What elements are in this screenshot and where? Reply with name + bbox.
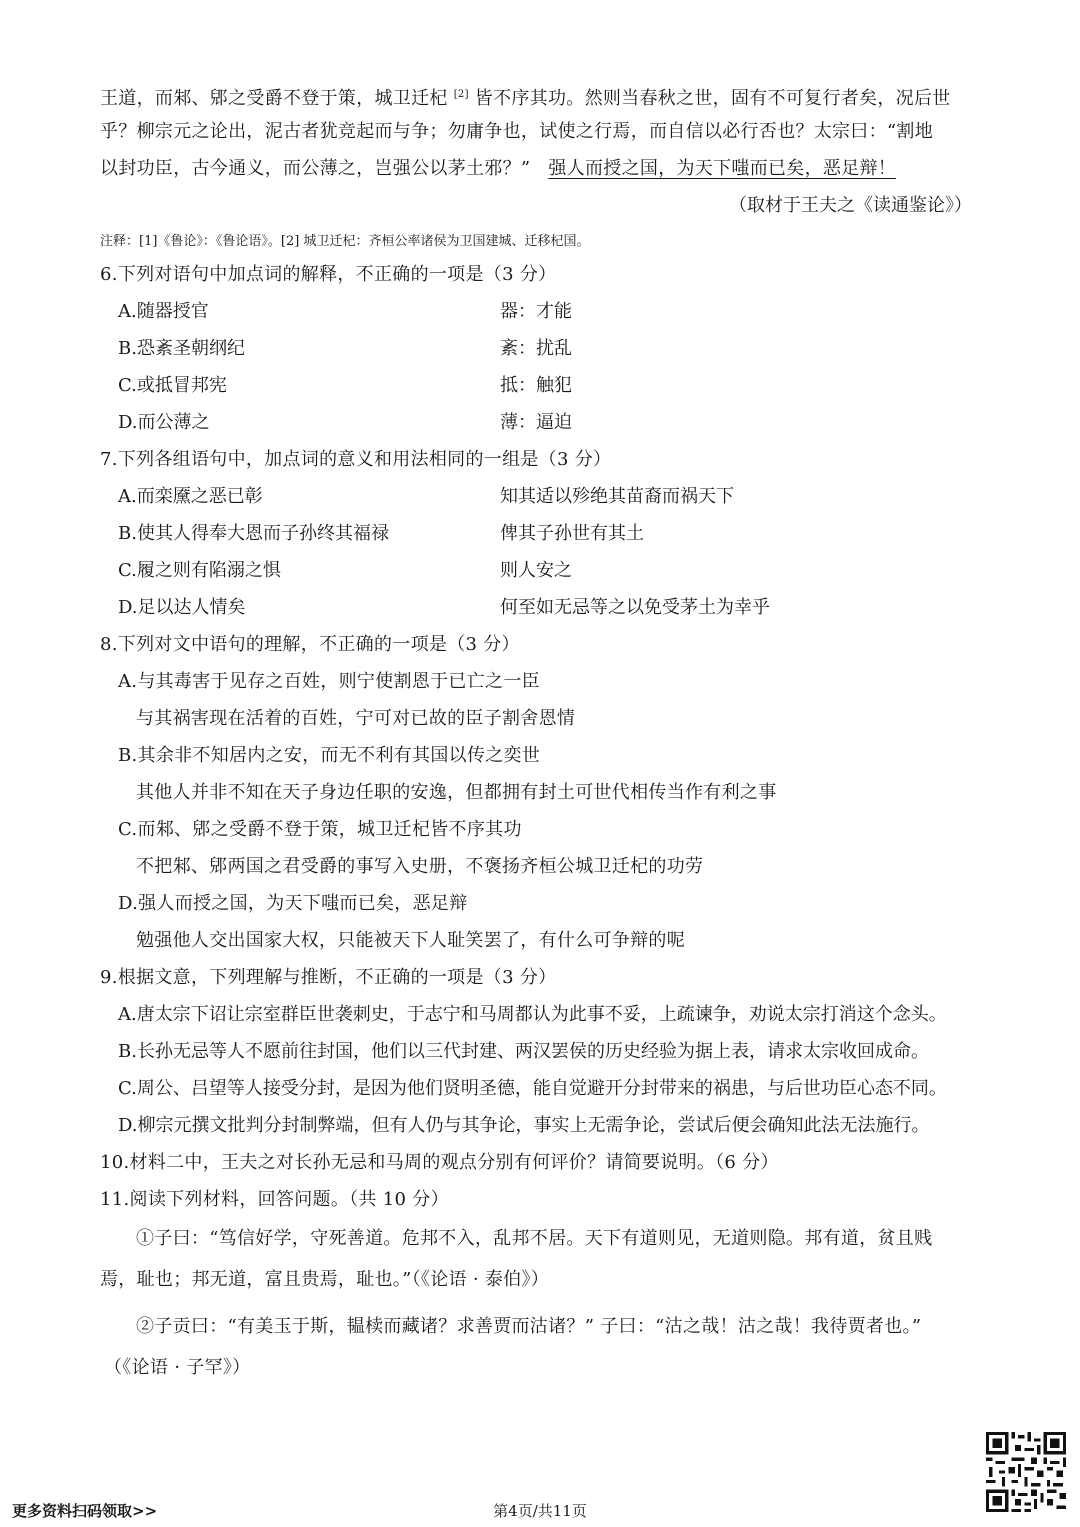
- footnote: 注释：[1]《鲁论》：《鲁论语》。[2] 城卫迁杞：齐桓公率诸侯为卫国建城、迁移杞国。: [100, 234, 590, 249]
- passage-line-3: [100, 157, 896, 181]
- q9-stem: 9.根据文意，下列理解与推断，不正确的一项是（3 分）: [100, 967, 557, 988]
- q11-material-2-line-1: ②子贡曰：“有美玉于斯，韫椟而藏诸？求善贾而沽诸？” 子曰：“沽之哉！沽之哉！我待贾者也。”: [136, 1316, 922, 1337]
- q7-option-b: B.使其人得奉大恩而子孙终其福禄: [118, 523, 389, 544]
- q10-stem: 10.材料二中，王夫之对长孙无忌和马周的观点分别有何评价？请简要说明。（6 分）: [100, 1152, 779, 1173]
- passage-line-1: [100, 83, 951, 111]
- q9-option-c: C.周公、吕望等人接受分封，是因为他们贤明圣德，能自觉避开分封带来的祸患，与后世功臣心态不同。: [118, 1078, 947, 1099]
- q6-option-c: C.或抵冒邦宪: [118, 375, 227, 396]
- q7-option-b-right: 俾其子孙世有其土: [500, 523, 644, 544]
- q7-option-a: A.而栾黡之恶已彰: [118, 486, 263, 507]
- q8-option-d-explain: 勉强他人交出国家大权，只能被天下人耻笑罢了，有什么可争辩的呢: [136, 930, 685, 951]
- q11-stem: 11.阅读下列材料，回答问题。（共 10 分）: [100, 1189, 449, 1210]
- page-number: 第4页/共11页: [493, 1502, 587, 1520]
- q7-stem: 7.下列各组语句中，加点词的意义和用法相同的一组是（3 分）: [100, 449, 612, 470]
- passage-line-2: 乎？柳宗元之论出，泥古者犹竞起而与争；勿庸争也，试使之行焉，而自信以必行否也？太宗曰：“割地: [100, 121, 933, 142]
- q8-option-a-explain: 与其祸害现在活着的百姓，宁可对已故的臣子割舍恩情: [136, 708, 576, 729]
- q6-option-d-explain: 薄：逼迫: [500, 412, 572, 433]
- q8-option-b: B.其余非不知居内之安，而无不利有其国以传之奕世: [118, 745, 541, 766]
- footnote-ref: [2]: [453, 89, 469, 100]
- q7-option-d-right: 何至如无忌等之以免受茅土为幸乎: [500, 597, 770, 618]
- passage-line-1a: 王道，而邾、郳之受爵不登于策，城卫迁杞: [100, 88, 448, 109]
- q6-option-d: D.而公薄之: [118, 412, 210, 433]
- q8-option-c-explain: 不把邾、郳两国之君受爵的事写入史册，不褒扬齐桓公城卫迁杞的功劳: [136, 856, 704, 877]
- q6-option-a: A.随器授官: [118, 301, 209, 322]
- q8-option-d: D.强人而授之国，为天下嗤而已矣，恶足辩: [118, 893, 468, 914]
- q6-stem: 6.下列对语句中加点词的解释，不正确的一项是（3 分）: [100, 264, 557, 285]
- q11-material-1-line-1: ①子曰：“笃信好学，守死善道。危邦不入，乱邦不居。天下有道则见，无道则隐。邦有道，贫且贱: [136, 1228, 933, 1249]
- q6-option-c-explain: 抵：触犯: [500, 375, 572, 396]
- q8-option-a: A.与其毒害于见存之百姓，则宁使割恩于已亡之一臣: [118, 671, 540, 692]
- passage-line-1b: 皆不序其功。然则当春秋之世，固有不可复行者矣，况后世: [474, 88, 951, 109]
- q6-option-a-explain: 器：才能: [500, 301, 572, 322]
- q9-option-b: B.长孙无忌等人不愿前往封国，他们以三代封建、两汉罢侯的历史经验为据上表，请求太宗收回成命。: [118, 1041, 929, 1062]
- source-citation: （取材于王夫之《读通鉴论》）: [729, 195, 972, 216]
- q11-material-1-line-2: 焉，耻也；邦无道，富且贵焉，耻也。”（《论语 · 泰伯》）: [100, 1269, 550, 1290]
- q9-option-d: D.柳宗元撰文批判分封制弊端，但有人仍与其争论，事实上无需争论，尝试后便会确知此法无法施行。: [118, 1115, 930, 1136]
- q7-option-a-right: 知其适以殄绝其苗裔而祸天下: [500, 486, 734, 507]
- footer-scan-prompt[interactable]: 更多资料扫码领取>>: [12, 1502, 158, 1520]
- q8-stem: 8.下列对文中语句的理解，不正确的一项是（3 分）: [100, 634, 520, 655]
- q7-option-d: D.足以达人情矣: [118, 597, 246, 618]
- q6-option-b: B.恐紊圣朝纲纪: [118, 338, 245, 359]
- q7-option-c-right: 则人安之: [500, 560, 572, 581]
- underlined-sentence: 强人而授之国，为天下嗤而已矣，恶足辩！: [548, 158, 897, 179]
- q9-option-a: A.唐太宗下诏让宗室群臣世袭刺史，于志宁和马周都认为此事不妥，上疏谏争，劝说太宗打消这个念头。: [118, 1004, 947, 1025]
- q11-material-2-line-2: （《论语 · 子罕》）: [104, 1357, 251, 1378]
- q8-option-c: C.而邾、郳之受爵不登于策，城卫迁杞皆不序其功: [118, 819, 522, 840]
- q8-option-b-explain: 其他人并非不知在天子身边任职的安逸，但都拥有封土可世代相传当作有利之事: [136, 782, 777, 803]
- q7-option-c: C.履之则有陷溺之惧: [118, 560, 281, 581]
- passage-line-3a: 以封功臣，古今通义，而公薄之，岂强公以茅土邪？”: [100, 158, 531, 179]
- q6-option-b-explain: 紊：扰乱: [500, 338, 572, 359]
